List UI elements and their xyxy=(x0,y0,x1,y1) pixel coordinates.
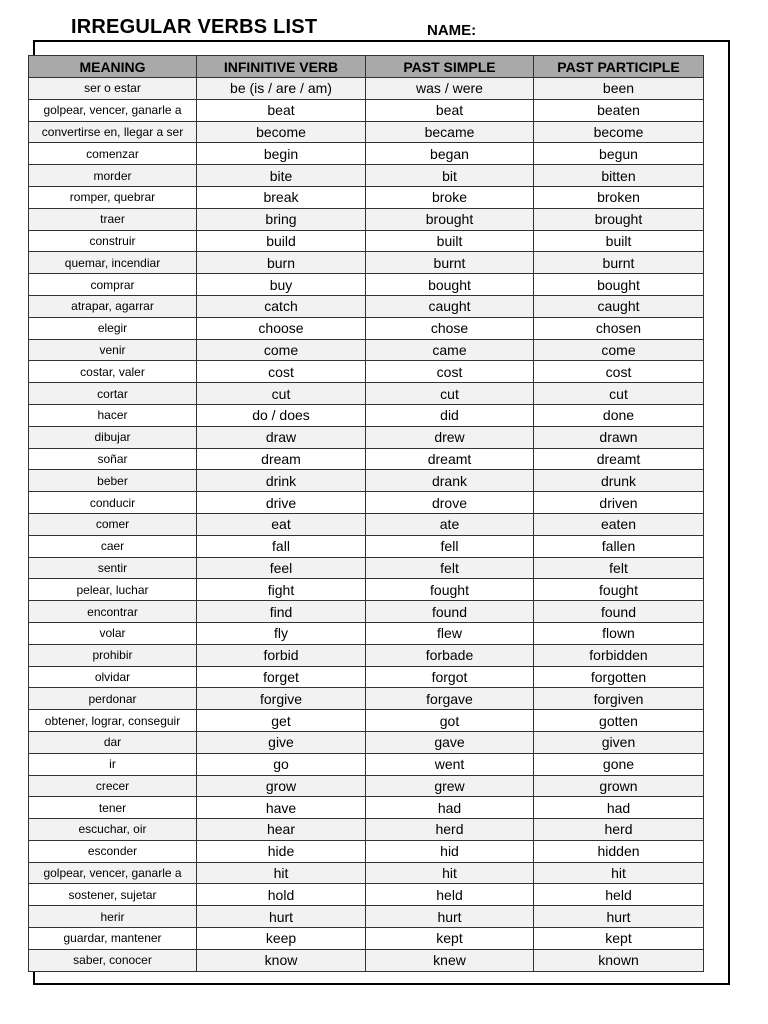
past-simple-cell: drew xyxy=(366,426,534,448)
document-title: IRREGULAR VERBS LIST xyxy=(71,16,318,38)
meaning-cell: dar xyxy=(29,731,197,753)
past-simple-cell: went xyxy=(366,753,534,775)
infinitive-cell: give xyxy=(197,731,366,753)
past-simple-cell: built xyxy=(366,230,534,252)
past-simple-cell: grew xyxy=(366,775,534,797)
infinitive-cell: do / does xyxy=(197,404,366,426)
meaning-cell: escuchar, oir xyxy=(29,819,197,841)
table-row xyxy=(29,666,704,688)
table-row xyxy=(29,928,704,950)
past-participle-cell: driven xyxy=(534,492,704,514)
infinitive-cell: forbid xyxy=(197,644,366,666)
past-participle-cell: cost xyxy=(534,361,704,383)
meaning-cell: sentir xyxy=(29,557,197,579)
past-simple-cell: hid xyxy=(366,840,534,862)
meaning-cell: comprar xyxy=(29,274,197,296)
header-row xyxy=(29,56,704,78)
past-simple-cell: did xyxy=(366,404,534,426)
past-participle-cell: gotten xyxy=(534,710,704,732)
past-participle-cell: known xyxy=(534,949,704,971)
infinitive-cell: drink xyxy=(197,470,366,492)
past-participle-cell: bought xyxy=(534,274,704,296)
infinitive-cell: fly xyxy=(197,622,366,644)
past-simple-cell: drank xyxy=(366,470,534,492)
infinitive-cell: forgive xyxy=(197,688,366,710)
meaning-cell: quemar, incendiar xyxy=(29,252,197,274)
past-simple-cell: bought xyxy=(366,274,534,296)
past-simple-cell: broke xyxy=(366,186,534,208)
past-simple-cell: herd xyxy=(366,819,534,841)
past-participle-cell: fought xyxy=(534,579,704,601)
meaning-cell: construir xyxy=(29,230,197,252)
past-simple-cell: became xyxy=(366,121,534,143)
past-participle-cell: hurt xyxy=(534,906,704,928)
table-row xyxy=(29,339,704,361)
infinitive-cell: feel xyxy=(197,557,366,579)
infinitive-cell: eat xyxy=(197,513,366,535)
past-participle-cell: had xyxy=(534,797,704,819)
table-row xyxy=(29,884,704,906)
header-infinitive-verb: INFINITIVE VERB xyxy=(197,56,366,78)
past-participle-cell: beaten xyxy=(534,99,704,121)
infinitive-cell: have xyxy=(197,797,366,819)
meaning-cell: venir xyxy=(29,339,197,361)
meaning-cell: convertirse en, llegar a ser xyxy=(29,121,197,143)
meaning-cell: atrapar, agarrar xyxy=(29,295,197,317)
name-label: NAME: xyxy=(427,22,477,39)
past-participle-cell: grown xyxy=(534,775,704,797)
meaning-cell: golpear, vencer, ganarle a xyxy=(29,862,197,884)
meaning-cell: sostener, sujetar xyxy=(29,884,197,906)
infinitive-cell: cut xyxy=(197,383,366,405)
past-participle-cell: bitten xyxy=(534,165,704,187)
table-row xyxy=(29,601,704,623)
meaning-cell: romper, quebrar xyxy=(29,186,197,208)
table-body xyxy=(29,78,704,972)
past-participle-cell: felt xyxy=(534,557,704,579)
meaning-cell: elegir xyxy=(29,317,197,339)
infinitive-cell: keep xyxy=(197,928,366,950)
infinitive-cell: bite xyxy=(197,165,366,187)
table-row xyxy=(29,906,704,928)
past-participle-cell: become xyxy=(534,121,704,143)
infinitive-cell: catch xyxy=(197,295,366,317)
past-participle-cell: dreamt xyxy=(534,448,704,470)
table-row xyxy=(29,78,704,100)
meaning-cell: traer xyxy=(29,208,197,230)
table-row xyxy=(29,775,704,797)
past-participle-cell: forbidden xyxy=(534,644,704,666)
meaning-cell: saber, conocer xyxy=(29,949,197,971)
infinitive-cell: cost xyxy=(197,361,366,383)
meaning-cell: ser o estar xyxy=(29,78,197,100)
meaning-cell: golpear, vencer, ganarle a xyxy=(29,99,197,121)
past-participle-cell: drawn xyxy=(534,426,704,448)
past-participle-cell: caught xyxy=(534,295,704,317)
meaning-cell: cortar xyxy=(29,383,197,405)
meaning-cell: prohibir xyxy=(29,644,197,666)
meaning-cell: costar, valer xyxy=(29,361,197,383)
table-row xyxy=(29,710,704,732)
past-simple-cell: forbade xyxy=(366,644,534,666)
past-simple-cell: cost xyxy=(366,361,534,383)
past-simple-cell: kept xyxy=(366,928,534,950)
infinitive-cell: burn xyxy=(197,252,366,274)
meaning-cell: dibujar xyxy=(29,426,197,448)
meaning-cell: herir xyxy=(29,906,197,928)
past-simple-cell: began xyxy=(366,143,534,165)
past-simple-cell: burnt xyxy=(366,252,534,274)
past-simple-cell: was / were xyxy=(366,78,534,100)
meaning-cell: ir xyxy=(29,753,197,775)
header-meaning: MEANING xyxy=(29,56,197,78)
past-simple-cell: forgot xyxy=(366,666,534,688)
table-row xyxy=(29,143,704,165)
meaning-cell: perdonar xyxy=(29,688,197,710)
past-participle-cell: come xyxy=(534,339,704,361)
table-row xyxy=(29,622,704,644)
infinitive-cell: hurt xyxy=(197,906,366,928)
meaning-cell: guardar, mantener xyxy=(29,928,197,950)
past-simple-cell: cut xyxy=(366,383,534,405)
infinitive-cell: beat xyxy=(197,99,366,121)
table-row xyxy=(29,208,704,230)
past-participle-cell: done xyxy=(534,404,704,426)
table-row xyxy=(29,165,704,187)
table-row xyxy=(29,797,704,819)
table-row xyxy=(29,862,704,884)
meaning-cell: crecer xyxy=(29,775,197,797)
past-simple-cell: held xyxy=(366,884,534,906)
past-participle-cell: chosen xyxy=(534,317,704,339)
table-row xyxy=(29,317,704,339)
meaning-cell: pelear, luchar xyxy=(29,579,197,601)
infinitive-cell: buy xyxy=(197,274,366,296)
meaning-cell: tener xyxy=(29,797,197,819)
infinitive-cell: fall xyxy=(197,535,366,557)
table-row xyxy=(29,513,704,535)
infinitive-cell: break xyxy=(197,186,366,208)
table-row xyxy=(29,295,704,317)
table-row xyxy=(29,426,704,448)
past-participle-cell: built xyxy=(534,230,704,252)
header-past-simple: PAST SIMPLE xyxy=(366,56,534,78)
meaning-cell: obtener, lograr, conseguir xyxy=(29,710,197,732)
infinitive-cell: hit xyxy=(197,862,366,884)
past-simple-cell: found xyxy=(366,601,534,623)
table-row xyxy=(29,949,704,971)
table-row xyxy=(29,753,704,775)
past-simple-cell: brought xyxy=(366,208,534,230)
infinitive-cell: forget xyxy=(197,666,366,688)
past-simple-cell: knew xyxy=(366,949,534,971)
infinitive-cell: hide xyxy=(197,840,366,862)
table-row xyxy=(29,448,704,470)
past-participle-cell: found xyxy=(534,601,704,623)
meaning-cell: comer xyxy=(29,513,197,535)
past-simple-cell: caught xyxy=(366,295,534,317)
infinitive-cell: know xyxy=(197,949,366,971)
table-row xyxy=(29,99,704,121)
infinitive-cell: choose xyxy=(197,317,366,339)
past-simple-cell: got xyxy=(366,710,534,732)
past-simple-cell: flew xyxy=(366,622,534,644)
meaning-cell: olvidar xyxy=(29,666,197,688)
infinitive-cell: build xyxy=(197,230,366,252)
past-participle-cell: hidden xyxy=(534,840,704,862)
past-participle-cell: held xyxy=(534,884,704,906)
past-participle-cell: forgotten xyxy=(534,666,704,688)
meaning-cell: beber xyxy=(29,470,197,492)
infinitive-cell: find xyxy=(197,601,366,623)
past-simple-cell: beat xyxy=(366,99,534,121)
past-participle-cell: kept xyxy=(534,928,704,950)
past-participle-cell: eaten xyxy=(534,513,704,535)
irregular-verbs-table xyxy=(28,55,704,972)
infinitive-cell: fight xyxy=(197,579,366,601)
table-row xyxy=(29,186,704,208)
table-row xyxy=(29,557,704,579)
past-simple-cell: fell xyxy=(366,535,534,557)
table-row xyxy=(29,535,704,557)
meaning-cell: soñar xyxy=(29,448,197,470)
past-participle-cell: fallen xyxy=(534,535,704,557)
infinitive-cell: draw xyxy=(197,426,366,448)
infinitive-cell: bring xyxy=(197,208,366,230)
meaning-cell: conducir xyxy=(29,492,197,514)
infinitive-cell: go xyxy=(197,753,366,775)
table-row xyxy=(29,688,704,710)
past-simple-cell: bit xyxy=(366,165,534,187)
infinitive-cell: grow xyxy=(197,775,366,797)
meaning-cell: morder xyxy=(29,165,197,187)
meaning-cell: esconder xyxy=(29,840,197,862)
infinitive-cell: hold xyxy=(197,884,366,906)
past-simple-cell: hit xyxy=(366,862,534,884)
past-simple-cell: felt xyxy=(366,557,534,579)
past-simple-cell: gave xyxy=(366,731,534,753)
past-simple-cell: dreamt xyxy=(366,448,534,470)
meaning-cell: encontrar xyxy=(29,601,197,623)
table-row xyxy=(29,121,704,143)
table-row xyxy=(29,274,704,296)
meaning-cell: volar xyxy=(29,622,197,644)
table-row xyxy=(29,470,704,492)
past-participle-cell: burnt xyxy=(534,252,704,274)
table-row xyxy=(29,819,704,841)
table-row xyxy=(29,492,704,514)
past-participle-cell: herd xyxy=(534,819,704,841)
infinitive-cell: dream xyxy=(197,448,366,470)
infinitive-cell: come xyxy=(197,339,366,361)
table-row xyxy=(29,252,704,274)
infinitive-cell: begin xyxy=(197,143,366,165)
past-simple-cell: forgave xyxy=(366,688,534,710)
meaning-cell: comenzar xyxy=(29,143,197,165)
infinitive-cell: hear xyxy=(197,819,366,841)
meaning-cell: caer xyxy=(29,535,197,557)
past-participle-cell: given xyxy=(534,731,704,753)
past-participle-cell: forgiven xyxy=(534,688,704,710)
table-row xyxy=(29,404,704,426)
infinitive-cell: be (is / are / am) xyxy=(197,78,366,100)
past-simple-cell: fought xyxy=(366,579,534,601)
meaning-cell: hacer xyxy=(29,404,197,426)
past-participle-cell: brought xyxy=(534,208,704,230)
table-row xyxy=(29,579,704,601)
infinitive-cell: become xyxy=(197,121,366,143)
past-participle-cell: flown xyxy=(534,622,704,644)
table-row xyxy=(29,361,704,383)
past-participle-cell: drunk xyxy=(534,470,704,492)
infinitive-cell: get xyxy=(197,710,366,732)
past-simple-cell: hurt xyxy=(366,906,534,928)
past-simple-cell: had xyxy=(366,797,534,819)
table-row xyxy=(29,230,704,252)
past-participle-cell: begun xyxy=(534,143,704,165)
header-past-participle: PAST PARTICIPLE xyxy=(534,56,704,78)
past-participle-cell: gone xyxy=(534,753,704,775)
table-row xyxy=(29,731,704,753)
past-simple-cell: chose xyxy=(366,317,534,339)
table-row xyxy=(29,383,704,405)
past-simple-cell: drove xyxy=(366,492,534,514)
past-simple-cell: ate xyxy=(366,513,534,535)
table-row xyxy=(29,644,704,666)
table-row xyxy=(29,840,704,862)
past-participle-cell: been xyxy=(534,78,704,100)
past-simple-cell: came xyxy=(366,339,534,361)
past-participle-cell: broken xyxy=(534,186,704,208)
past-participle-cell: cut xyxy=(534,383,704,405)
past-participle-cell: hit xyxy=(534,862,704,884)
infinitive-cell: drive xyxy=(197,492,366,514)
